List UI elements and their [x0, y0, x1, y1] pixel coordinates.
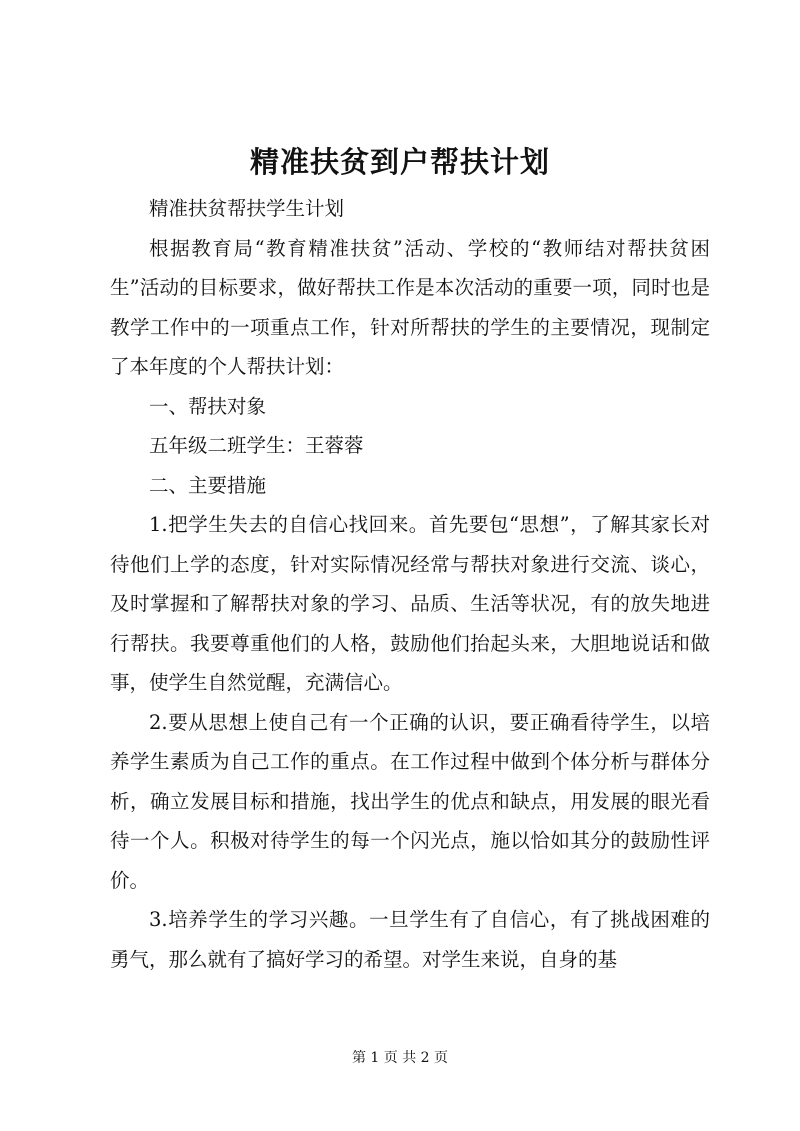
page-footer: 第 1 页 共 2 页: [351, 1050, 449, 1066]
target-student-paragraph: 五年级二班学生：王蓉蓉: [149, 434, 364, 457]
section-heading-measures: 二、主要措施: [149, 473, 267, 497]
section-heading-target: 一、帮扶对象: [149, 394, 267, 418]
measure-3-paragraph: 3.培养学生的学习兴趣。一旦学生有了自信心，有了挑战困难的勇气，那么就有了搞好学习的希望。对学生来说，自身的基: [110, 908, 710, 971]
measure-2-paragraph: 2.要从思想上使自己有一个正确的认识，要正确看待学生，以培养学生素质为自己工作的重点。在工作过程中做到个体分析与群体分析，确立发展目标和措施，找出学生的优点和缺点，用发展的眼光看待一个人。积极对待学生的每一个闪光点，施以恰如其分的鼓励性评价。: [110, 710, 710, 892]
measure-1-paragraph: 1.把学生失去的自信心找回来。首先要包“思想”，了解其家长对待他们上学的态度，针对实际情况经常与帮扶对象进行交流、谈心，及时掌握和了解帮扶对象的学习、品质、生活等状况，有的放失地进行帮扶。我要尊重他们的人格，鼓励他们抬起头来，大胆地说话和做事，使学生自然觉醒，充满信心。: [110, 513, 710, 694]
intro-paragraph: 根据教育局“教育精准扶贫”活动、学校的“教师结对帮扶贫困生”活动的目标要求，做好帮扶工作是本次活动的重要一项，同时也是教学工作中的一项重点工作，针对所帮扶的学生的主要情况，现制定了本年度的个人帮扶计划：: [110, 236, 710, 378]
subtitle-paragraph: 精准扶贫帮扶学生计划: [149, 197, 345, 220]
document-title: 精准扶贫到户帮扶计划: [249, 145, 550, 179]
document-body: [110, 189, 710, 979]
